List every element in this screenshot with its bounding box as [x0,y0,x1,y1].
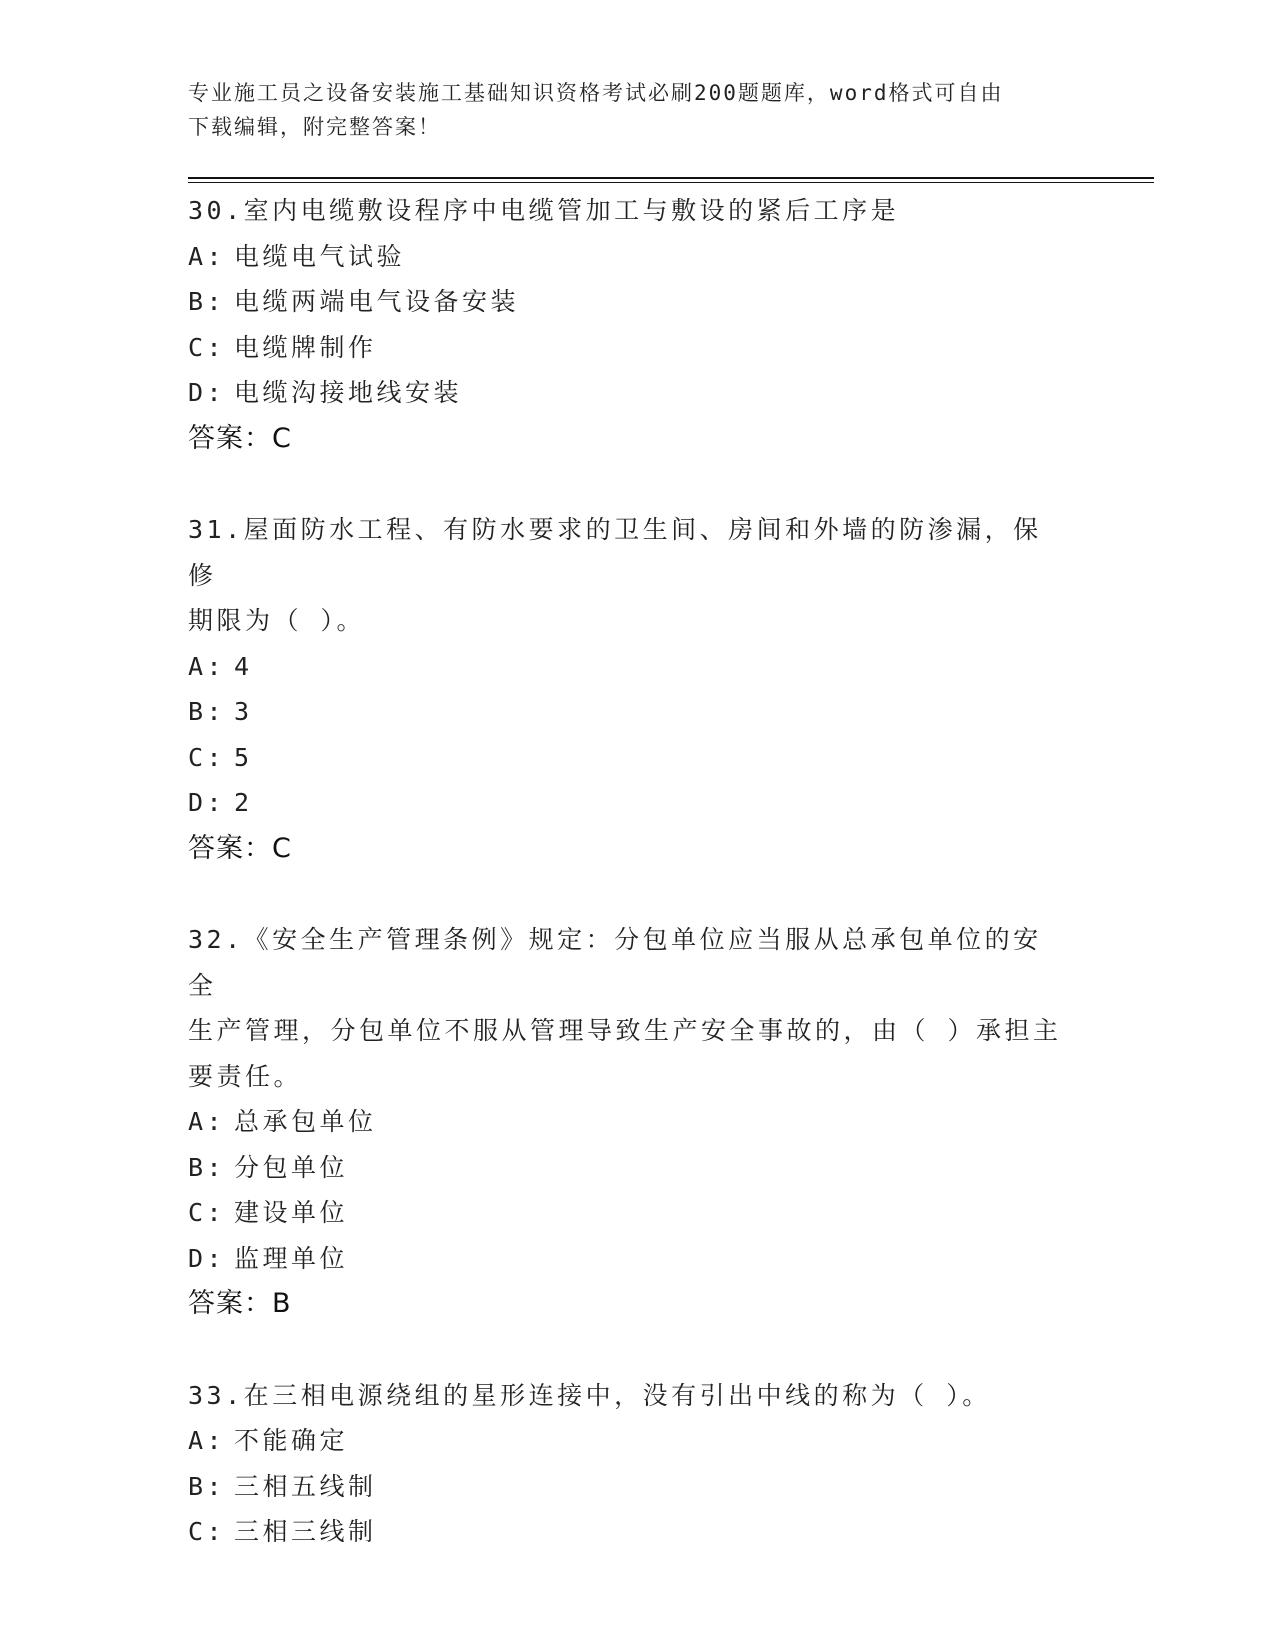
option-letter: B: [188,287,226,316]
option-letter: C: [188,332,226,362]
question-stem-line: 要责任。 [188,1061,303,1091]
answer-option [188,1464,1068,1510]
option-text: 电缆两端电气设备安装 [234,287,520,316]
option-text: 2 [234,788,253,817]
header-line-2: 下载编辑，附完整答案！ [188,115,441,139]
question-stem-line: 33.在三相电源绕组的星形连接中，没有引出中线的称为（ ）。 [188,1380,991,1410]
answer-key: 答案：B [188,1288,292,1319]
option-letter: A: [188,241,226,271]
option-text: 三相五线制 [234,1471,377,1501]
question-stem-line: 30.室内电缆敷设程序中电缆管加工与敷设的紧后工序是 [188,196,900,225]
question-stem-line: 31.屋面防水工程、有防水要求的卫生间、房间和外墙的防渗漏，保修 [188,515,1042,590]
answer-option [188,1509,1068,1555]
answer-option [188,370,1068,416]
header-line-1: 专业施工员之设备安装施工基础知识资格考试必刷200题题库，word格式可自由 [188,81,1004,105]
document-header [188,76,1068,144]
question-stem-line: 期限为（ ）。 [188,606,366,635]
answer-option [188,279,1068,325]
option-text: 电缆电气试验 [234,241,406,271]
option-letter: B: [188,697,226,726]
option-text: 5 [234,742,253,772]
answer-option [188,325,1068,371]
option-letter: C: [188,1517,226,1546]
answer-option [188,1236,1068,1282]
header-divider-thick [188,177,1154,179]
option-text: 3 [234,697,253,726]
question-stem-line: 生产管理，分包单位不服从管理导致生产安全事故的，由（ ）承担主 [188,1016,1062,1045]
answer-key: 答案：C [188,832,292,864]
option-text: 分包单位 [234,1152,349,1182]
answer-option [188,1418,1068,1464]
option-text: 电缆牌制作 [234,332,377,362]
question-list [188,188,1068,1601]
option-letter: B: [188,1471,226,1501]
answer-option [188,1145,1068,1191]
answer-key: 答案：C [188,422,292,454]
question-block [188,507,1068,871]
answer-option [188,735,1068,781]
answer-option [188,1099,1068,1145]
option-text: 三相三线制 [234,1517,377,1546]
option-letter: A: [188,1107,226,1136]
option-letter: D: [188,788,226,817]
option-letter: A: [188,1426,226,1455]
option-text: 总承包单位 [234,1107,377,1136]
option-letter: C: [188,1198,226,1227]
question-block [188,917,1068,1327]
option-letter: A: [188,651,226,681]
answer-option [188,1190,1068,1236]
answer-option [188,234,1068,280]
option-text: 电缆沟接地线安装 [234,378,463,407]
option-letter: B: [188,1152,226,1182]
answer-option [188,689,1068,735]
option-text: 4 [234,651,253,681]
question-block [188,188,1068,461]
option-letter: D: [188,1243,226,1273]
question-stem-line: 32.《安全生产管理条例》规定：分包单位应当服从总承包单位的安全 [188,925,1042,1000]
header-divider-thin [188,182,1154,183]
option-text: 不能确定 [234,1426,349,1455]
option-letter: C: [188,742,226,772]
option-text: 监理单位 [234,1243,349,1273]
option-letter: D: [188,378,226,407]
option-text: 建设单位 [234,1198,349,1227]
answer-option [188,644,1068,690]
question-block [188,1373,1068,1555]
answer-option [188,780,1068,826]
